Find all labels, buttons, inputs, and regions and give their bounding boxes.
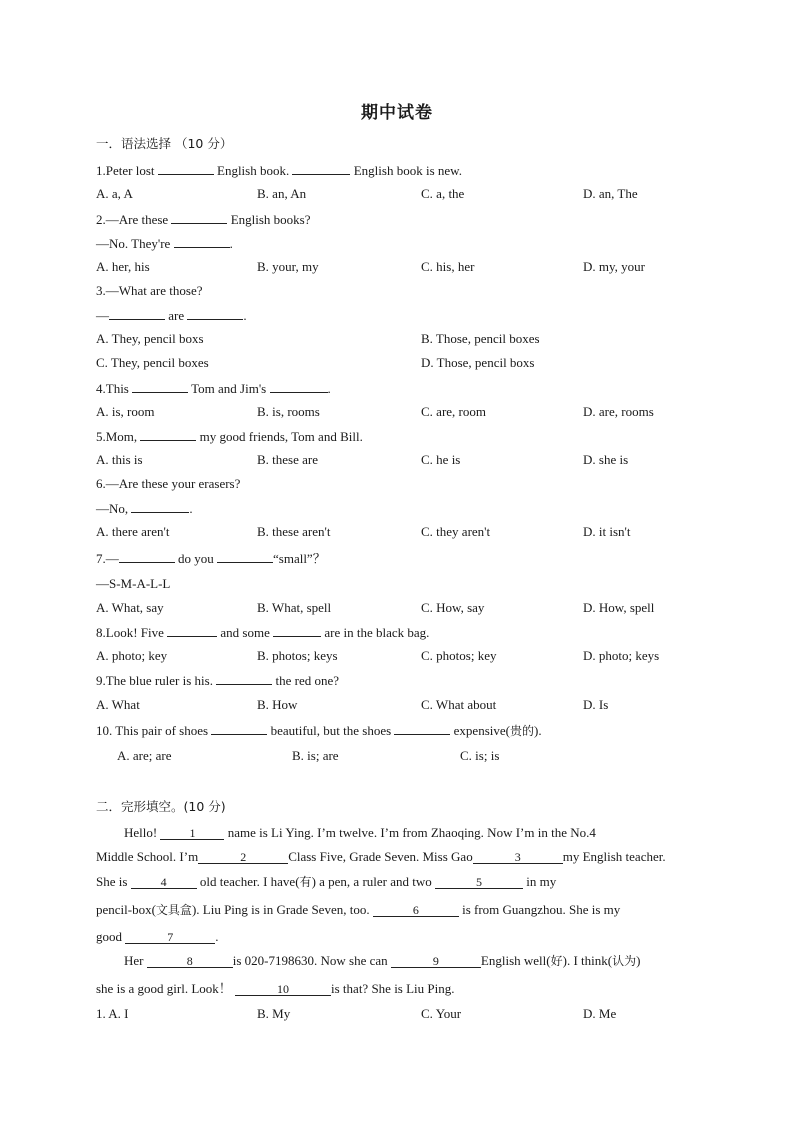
option-c: C. They, pencil boxes xyxy=(96,355,209,370)
option-c: C. What about xyxy=(421,697,497,712)
blank xyxy=(119,550,175,563)
question-6-answer-line: —No, . xyxy=(96,501,193,516)
passage-line-2: Middle School. I’m 2 Class Five, Grade Seven. Miss Gao 3 my English teacher. xyxy=(96,849,666,864)
option-d: D. Is xyxy=(583,697,609,712)
option-b: B. How xyxy=(257,697,298,712)
question-8: 8.Look! Five and some are in the black bag. xyxy=(96,625,430,640)
page-title: 期中试卷 xyxy=(361,103,433,123)
option-b: B. Those, pencil boxes xyxy=(421,331,540,346)
blank xyxy=(187,307,243,320)
option-b: B. My xyxy=(257,1006,291,1021)
question-6: 6.—Are these your erasers? xyxy=(96,476,241,491)
blank xyxy=(171,211,227,224)
option-c: C. is; is xyxy=(460,748,500,763)
blank xyxy=(158,162,214,175)
passage-line-7: she is a good girl. Look！ 10 is that? She is Liu Ping. xyxy=(96,981,455,996)
option-d: D. my, your xyxy=(583,259,645,274)
question-3: 3.—What are those? xyxy=(96,283,203,298)
question-1: 1.Peter lost English book. English book is new. xyxy=(96,163,462,178)
option-d: D. Those, pencil boxs xyxy=(421,355,535,370)
blank xyxy=(216,672,272,685)
option-d: D. she is xyxy=(583,452,629,467)
option-a: A. her, his xyxy=(96,259,150,274)
option-c: C. a, the xyxy=(421,186,465,201)
numbered-blank: 3 xyxy=(473,851,563,864)
option-a: A. a, A xyxy=(96,186,133,201)
numbered-blank: 1 xyxy=(160,827,224,840)
passage-line-5: good 7 . xyxy=(96,929,219,944)
option-a: A. They, pencil boxs xyxy=(96,331,204,346)
numbered-blank: 7 xyxy=(125,931,215,944)
numbered-blank: 6 xyxy=(373,904,459,917)
question-7: 7.— do you “small”？ xyxy=(96,551,326,566)
option-a: A. is, room xyxy=(96,404,155,419)
question-4: 4.This Tom and Jim's . xyxy=(96,381,331,396)
option-a: A. What xyxy=(96,697,140,712)
blank xyxy=(140,428,196,441)
option-a: A. there aren't xyxy=(96,524,170,539)
passage-line-3: She is 4 old teacher. I have(有) a pen, a ruler and two 5 in my xyxy=(96,874,557,889)
section-1-heading: 一．语法选择 （10 分） xyxy=(96,136,233,151)
option-b: B. What, spell xyxy=(257,600,332,615)
passage-line-6: Her 8 is 020-7198630. Now she can 9 English well(好). I think(认为) xyxy=(124,953,641,968)
blank xyxy=(217,550,273,563)
option-a: A. this is xyxy=(96,452,143,467)
option-b: B. photos; keys xyxy=(257,648,338,663)
option-d: D. are, rooms xyxy=(583,404,654,419)
numbered-blank: 4 xyxy=(131,876,197,889)
blank xyxy=(131,500,189,513)
blank xyxy=(292,162,350,175)
option-d: D. photo; keys xyxy=(583,648,660,663)
option-b: B. your, my xyxy=(257,259,319,274)
option-c: C. his, her xyxy=(421,259,475,274)
option-c: C. are, room xyxy=(421,404,486,419)
numbered-blank: 2 xyxy=(198,851,288,864)
option-b: B. an, An xyxy=(257,186,307,201)
numbered-blank: 9 xyxy=(391,955,481,968)
question-9: 9.The blue ruler is his. the red one? xyxy=(96,673,340,688)
option-c: C. photos; key xyxy=(421,648,497,663)
blank xyxy=(167,624,217,637)
option-b: B. is, rooms xyxy=(257,404,320,419)
option-a: A. are; are xyxy=(117,748,172,763)
option-a: 1. A. I xyxy=(96,1006,129,1021)
blank xyxy=(174,235,230,248)
option-a: A. What, say xyxy=(96,600,164,615)
question-2: 2.—Are these English books? xyxy=(96,212,311,227)
option-c: C. they aren't xyxy=(421,524,491,539)
option-d: D. it isn't xyxy=(583,524,631,539)
passage-line-1: Hello! 1 name is Li Ying. I’m twelve. I’m from Zhaoqing. Now I’m in the No.4 xyxy=(124,825,596,840)
blank xyxy=(132,380,188,393)
question-7-answer-line: —S-M-A-L-L xyxy=(96,576,171,591)
blank xyxy=(273,624,321,637)
option-c: C. Your xyxy=(421,1006,462,1021)
question-3-answer-line: — are . xyxy=(96,308,247,323)
passage-line-4: pencil-box(文具盒). Liu Ping is in Grade Seven, too. 6 is from Guangzhou. She is my xyxy=(96,902,621,917)
blank xyxy=(109,307,165,320)
numbered-blank: 8 xyxy=(147,955,233,968)
blank xyxy=(211,722,267,735)
numbered-blank: 10 xyxy=(235,983,331,996)
blank xyxy=(394,722,450,735)
option-a: A. photo; key xyxy=(96,648,168,663)
option-b: B. these aren't xyxy=(257,524,331,539)
option-d: D. an, The xyxy=(583,186,638,201)
option-b: B. is; are xyxy=(292,748,339,763)
section-2-heading: 二．完形填空。(10 分) xyxy=(96,799,226,814)
numbered-blank: 5 xyxy=(435,876,523,889)
blank xyxy=(270,380,328,393)
question-2-answer-line: —No. They're . xyxy=(96,236,233,251)
option-b: B. these are xyxy=(257,452,319,467)
question-10: 10. This pair of shoes beautiful, but the shoes expensive(贵的). xyxy=(96,723,542,738)
option-d: D. How, spell xyxy=(583,600,655,615)
option-c: C. he is xyxy=(421,452,461,467)
option-c: C. How, say xyxy=(421,600,485,615)
option-d: D. Me xyxy=(583,1006,617,1021)
question-5: 5.Mom, my good friends, Tom and Bill. xyxy=(96,429,363,444)
